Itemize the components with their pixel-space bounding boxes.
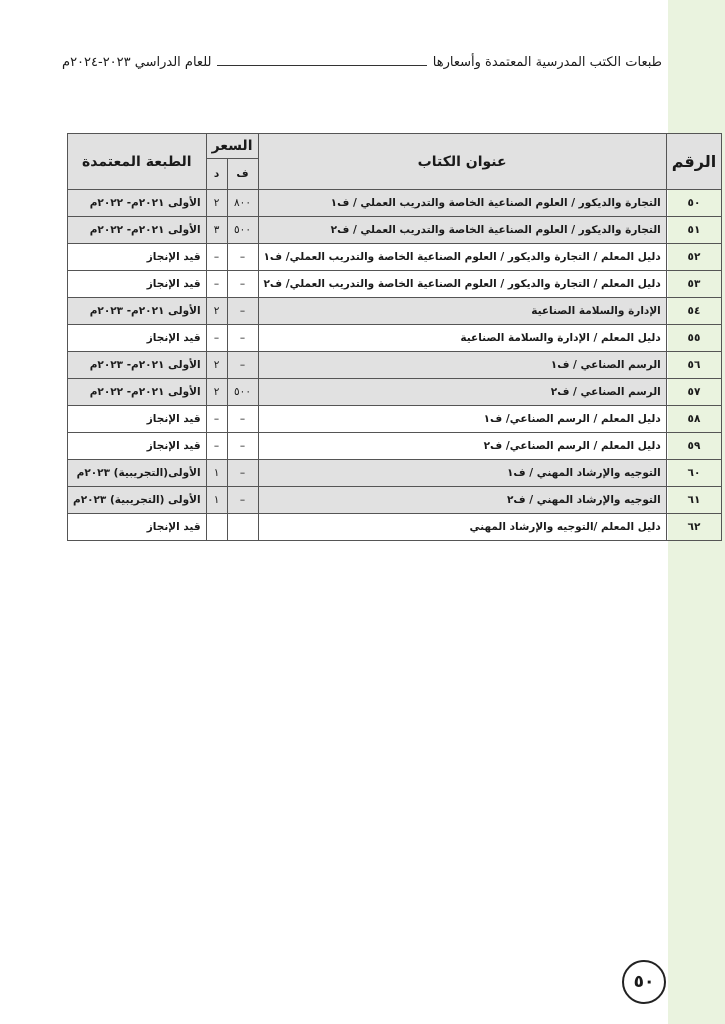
row-number: ٥٥ — [666, 325, 721, 352]
row-number: ٥٠ — [666, 190, 721, 217]
row-book-title: دليل المعلم / التجارة والديكور / العلوم الصناعية الخاصة والتدريب العملي/ ف٢ — [258, 271, 666, 298]
row-price-fils: – — [227, 460, 258, 487]
row-price-fils — [227, 514, 258, 541]
row-price-fils: – — [227, 487, 258, 514]
row-price-fils: ٥٠٠ — [227, 379, 258, 406]
header-year: للعام الدراسي ٢٠٢٣-٢٠٢٤م — [62, 54, 212, 70]
row-price-fils: – — [227, 325, 258, 352]
row-number: ٦٢ — [666, 514, 721, 541]
row-price-dinar: – — [206, 271, 227, 298]
row-price-fils: ٨٠٠ — [227, 190, 258, 217]
row-edition: قيد الإنجاز — [68, 514, 207, 541]
row-book-title: دليل المعلم / الرسم الصناعي/ ف٢ — [258, 433, 666, 460]
header-divider-line — [217, 65, 426, 66]
row-price-dinar: ١ — [206, 487, 227, 514]
row-price-dinar: ٢ — [206, 379, 227, 406]
table-row — [68, 433, 722, 460]
row-book-title: دليل المعلم / الرسم الصناعي/ ف١ — [258, 406, 666, 433]
row-edition: الأولى (التجريبية) ٢٠٢٣م — [68, 487, 207, 514]
row-number: ٥٢ — [666, 244, 721, 271]
row-book-title: الرسم الصناعي / ف١ — [258, 352, 666, 379]
row-price-fils: – — [227, 352, 258, 379]
row-book-title: التجارة والديكور / العلوم الصناعية الخاصة والتدريب العملي / ف١ — [258, 190, 666, 217]
row-price-dinar: ٢ — [206, 190, 227, 217]
header-title-col: عنوان الكتاب — [258, 134, 666, 190]
table-row — [68, 244, 722, 271]
row-edition: قيد الإنجاز — [68, 406, 207, 433]
row-price-dinar: – — [206, 406, 227, 433]
row-book-title: دليل المعلم / التجارة والديكور / العلوم الصناعية الخاصة والتدريب العملي/ ف١ — [258, 244, 666, 271]
row-edition: الأولى ٢٠٢١م- ٢٠٢٢م — [68, 379, 207, 406]
row-book-title: التوجيه والإرشاد المهني / ف٢ — [258, 487, 666, 514]
table-row — [68, 352, 722, 379]
row-price-dinar — [206, 514, 227, 541]
row-number: ٥٤ — [666, 298, 721, 325]
row-book-title: دليل المعلم /التوجيه والإرشاد المهني — [258, 514, 666, 541]
row-price-fils: – — [227, 244, 258, 271]
header-number: الرقم — [666, 134, 721, 190]
books-table — [67, 133, 722, 541]
row-number: ٦٠ — [666, 460, 721, 487]
row-number: ٦١ — [666, 487, 721, 514]
row-book-title: التجارة والديكور / العلوم الصناعية الخاصة والتدريب العملي / ف٢ — [258, 217, 666, 244]
row-price-fils: – — [227, 433, 258, 460]
row-price-dinar: ٢ — [206, 298, 227, 325]
table-row — [68, 460, 722, 487]
header-edition: الطبعة المعتمدة — [68, 134, 207, 190]
table-row — [68, 487, 722, 514]
row-number: ٥٨ — [666, 406, 721, 433]
table-row — [68, 298, 722, 325]
table-row — [68, 514, 722, 541]
header-price: السعر — [206, 134, 258, 159]
row-edition: الأولى ٢٠٢١م- ٢٠٢٣م — [68, 298, 207, 325]
row-book-title: التوجيه والإرشاد المهني / ف١ — [258, 460, 666, 487]
row-price-dinar: ١ — [206, 460, 227, 487]
row-price-dinar: ٢ — [206, 352, 227, 379]
row-edition: قيد الإنجاز — [68, 271, 207, 298]
page-number: ٥٠ — [622, 960, 666, 1004]
header-title: طبعات الكتب المدرسية المعتمدة وأسعارها — [432, 54, 662, 70]
row-book-title: الرسم الصناعي / ف٢ — [258, 379, 666, 406]
table-row — [68, 379, 722, 406]
row-price-fils: – — [227, 406, 258, 433]
header-dinar: د — [206, 159, 227, 190]
row-price-dinar: – — [206, 325, 227, 352]
row-edition: قيد الإنجاز — [68, 325, 207, 352]
row-book-title: الإدارة والسلامة الصناعية — [258, 298, 666, 325]
row-number: ٥١ — [666, 217, 721, 244]
row-price-dinar: – — [206, 244, 227, 271]
row-edition: قيد الإنجاز — [68, 433, 207, 460]
row-number: ٥٦ — [666, 352, 721, 379]
row-price-fils: ٥٠٠ — [227, 217, 258, 244]
row-edition: الأولى(التجريبية) ٢٠٢٣م — [68, 460, 207, 487]
page-header — [62, 50, 662, 74]
table-row — [68, 406, 722, 433]
table-row — [68, 325, 722, 352]
row-number: ٥٩ — [666, 433, 721, 460]
row-edition: الأولى ٢٠٢١م- ٢٠٢٢م — [68, 190, 207, 217]
header-fils: ف — [227, 159, 258, 190]
row-price-fils: – — [227, 298, 258, 325]
row-edition: قيد الإنجاز — [68, 244, 207, 271]
row-price-fils: – — [227, 271, 258, 298]
row-price-dinar: ٣ — [206, 217, 227, 244]
table-row — [68, 190, 722, 217]
row-book-title: دليل المعلم / الإدارة والسلامة الصناعية — [258, 325, 666, 352]
row-price-dinar: – — [206, 433, 227, 460]
row-number: ٥٣ — [666, 271, 721, 298]
table-row — [68, 271, 722, 298]
row-edition: الأولى ٢٠٢١م- ٢٠٢٢م — [68, 217, 207, 244]
row-number: ٥٧ — [666, 379, 721, 406]
row-edition: الأولى ٢٠٢١م- ٢٠٢٣م — [68, 352, 207, 379]
table-row — [68, 217, 722, 244]
